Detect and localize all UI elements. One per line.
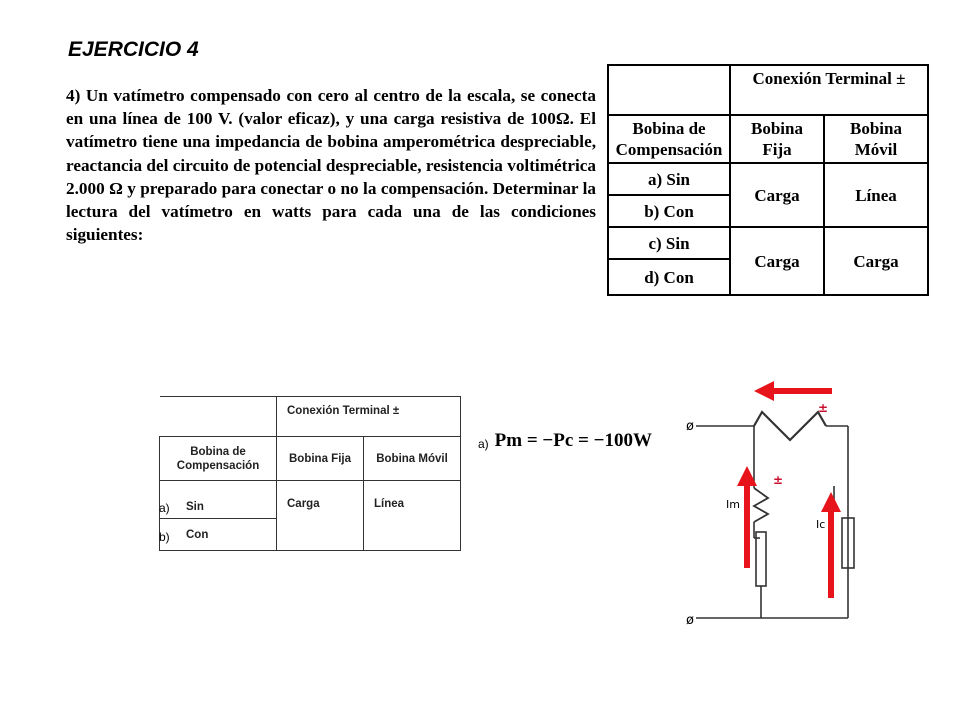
row-b-label: b) Con [608, 195, 730, 227]
small-fija-carga: Carga [277, 481, 364, 551]
col-bobina-fija: Bobina Fija [730, 115, 824, 163]
empty-corner-cell [608, 65, 730, 115]
small-label-a: a) [159, 501, 170, 515]
col-bobina-compensacion: Bobina de Compensación [608, 115, 730, 163]
small-col-fija: Bobina Fija [277, 437, 364, 481]
page-title: EJERCICIO 4 [68, 38, 199, 61]
plus-minus-top: ± [818, 401, 829, 415]
group1-movil: Línea [824, 163, 928, 227]
arrow-top-head-icon [754, 381, 774, 401]
current-label-m: Im [726, 498, 740, 511]
terminal-bottom: ø [686, 613, 694, 628]
current-label-c: Ic [816, 518, 826, 531]
row-c-label: c) Sin [608, 227, 730, 259]
arrow-left-shaft [744, 482, 750, 568]
small-movil-linea: Línea [364, 481, 461, 551]
small-label-b: b) [159, 530, 170, 544]
arrow-top-shaft [770, 388, 832, 394]
header-conexion: Conexión Terminal ± [730, 65, 928, 115]
small-col-movil: Bobina Móvil [364, 437, 461, 481]
small-empty-corner [160, 397, 277, 437]
arrow-right-shaft [828, 508, 834, 598]
equation-text: Pm = −Pc = −100W [494, 430, 652, 451]
small-col-compensacion: Bobina de Compensación [160, 437, 277, 481]
problem-statement: 4) Un vatímetro compensado con cero al centro de la escala, se conecta en una línea de 100 V. (valor eficaz), y una carga resistiva de 100Ω. El vatímetro tiene una impedancia de bobina amperométrica despreciable, reactancia del circuito de potencial despreciable, resistencia voltimétrica 2.000 Ω y preparado para conectar o no la compensación. Determinar la lectura del vatímetro en watts para cada una de las condiciones siguientes: [66, 86, 596, 245]
small-row-con: Con [160, 519, 277, 551]
group1-fija: Carga [730, 163, 824, 227]
equation-label: a) [478, 437, 489, 451]
connection-table-main [607, 64, 929, 296]
connection-table-small [159, 396, 461, 551]
arrow-right-head-icon [821, 492, 841, 512]
equation-a [478, 430, 652, 452]
small-row-sin: Sin [160, 481, 277, 519]
terminal-top: ø [686, 419, 694, 434]
group2-movil: Carga [824, 227, 928, 295]
plus-minus-coil: ± [773, 473, 784, 487]
row-a-label: a) Sin [608, 163, 730, 195]
group2-fija: Carga [730, 227, 824, 295]
row-d-label: d) Con [608, 259, 730, 295]
small-header-conexion: Conexión Terminal ± [277, 397, 461, 437]
wattmeter-circuit-diagram [670, 378, 890, 638]
col-bobina-movil: Bobina Móvil [824, 115, 928, 163]
